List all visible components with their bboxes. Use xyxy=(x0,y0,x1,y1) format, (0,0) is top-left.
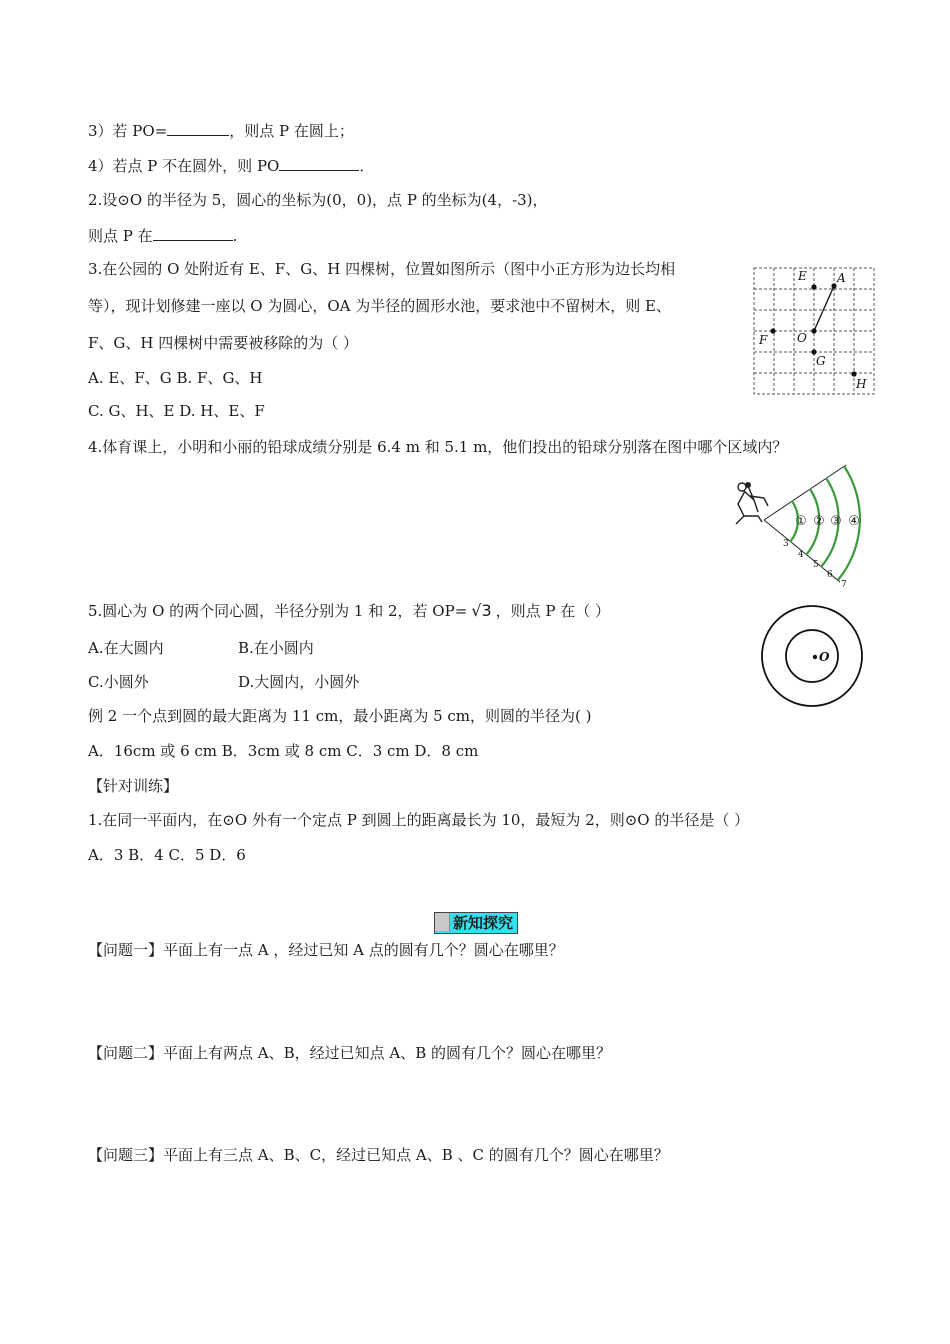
training-options: A．3 B．4 C．5 D．6 xyxy=(88,846,246,864)
zone-1: ① xyxy=(795,514,807,529)
question-one: 【问题一】平面上有一点 A ，经过已知 A 点的圆有几个？圆心在哪里？ xyxy=(88,941,564,959)
tick-3: 3 xyxy=(783,539,789,549)
concentric-circles-figure xyxy=(760,600,866,710)
zone-4: ④ xyxy=(848,514,860,529)
label-f: F xyxy=(759,333,768,347)
label-e: E xyxy=(798,269,807,283)
zone-2: ② xyxy=(813,514,825,529)
heading-marker xyxy=(435,913,450,931)
tick-4: 4 xyxy=(798,550,804,560)
label-h: H xyxy=(856,377,867,391)
question-three: 【问题三】平面上有三点 A、B、C，经过已知点 A、B 、C 的圆有几个？圆心在哪里？ xyxy=(88,1146,669,1164)
question-2-cont: 则点 P 在 . xyxy=(88,227,238,245)
question-3-options-ab: A. E、F、G B. F、G、H xyxy=(88,369,263,387)
section-heading: 新知探究 xyxy=(434,912,518,934)
line-3: 3）若 PO= ，则点 P 在圆上； xyxy=(88,122,354,140)
label-g: G xyxy=(816,354,826,368)
athlete-icon xyxy=(736,483,768,524)
tick-7: 7 xyxy=(841,580,847,590)
question-2: 2.设⊙O 的半径为 5，圆心的坐标为(0，0)，点 P 的坐标为(4，-3)， xyxy=(88,191,548,209)
question-3-line2: 等），现计划修建一座以 O 为圆心，OA 为半径的圆形水池，要求池中不留树木，则 E、 xyxy=(88,297,671,315)
training-question-1: 1.在同一平面内，在⊙O 外有一个定点 P 到圆上的距离最长为 10，最短为 2，则⊙O 的半径是（ ） xyxy=(88,811,750,829)
label-a: A xyxy=(837,271,846,285)
question-4: 4.体育课上，小明和小丽的铅球成绩分别是 6.4 m 和 5.1 m，他们投出的铅球分别落在图中哪个区域内？ xyxy=(88,438,788,456)
answer-blank[interactable] xyxy=(167,120,229,136)
tick-6: 6 xyxy=(827,570,833,580)
answer-blank[interactable] xyxy=(279,155,359,171)
question-5: 5.圆心为 O 的两个同心圆，半径分别为 1 和 2，若 OP= √3 ，则点 P 在（ ） xyxy=(88,601,611,620)
zone-3: ③ xyxy=(830,514,842,529)
example-2: 例 2 一个点到圆的最大距离为 11 cm，最小距离为 5 cm，则圆的半径为( ) xyxy=(88,707,592,725)
question-3-options-cd: C. G、H、E D. H、E、F xyxy=(88,402,265,420)
line-4: 4）若点 P 不在圆外，则 PO ． xyxy=(88,157,375,175)
question-3-line1: 3.在公园的 O 处附近有 E、F、G、H 四棵树，位置如图所示（图中小正方形为边长均相 xyxy=(88,260,676,278)
tick-5: 5 xyxy=(813,560,819,570)
shotput-figure xyxy=(728,460,878,590)
question-5-options-ab: A.在大圆内 B.在小圆内 xyxy=(88,639,314,657)
example-2-options: A．16cm 或 6 cm B．3cm 或 8 cm C．3 cm D．8 cm xyxy=(88,742,479,760)
answer-blank[interactable] xyxy=(153,225,233,241)
question-3-line3: F、G、H 四棵树中需要被移除的为（ ） xyxy=(88,334,359,352)
root-symbol: √3 xyxy=(471,601,492,620)
center-label: O xyxy=(819,650,830,664)
tree-grid-figure xyxy=(752,266,876,396)
training-title: 【针对训练】 xyxy=(88,777,179,795)
label-o: O xyxy=(797,331,807,345)
question-two: 【问题二】平面上有两点 A、B，经过已知点 A、B 的圆有几个？圆心在哪里？ xyxy=(88,1044,612,1062)
question-5-options-cd: C.小圆外 D.大圆内，小圆外 xyxy=(88,673,360,691)
